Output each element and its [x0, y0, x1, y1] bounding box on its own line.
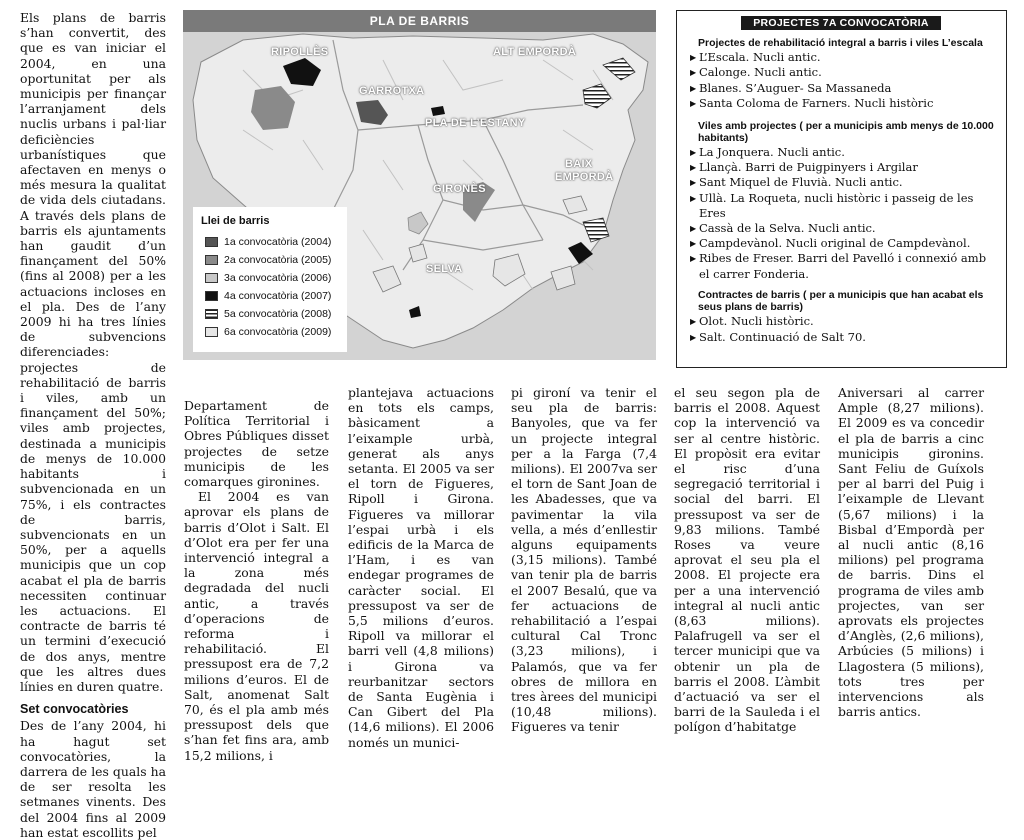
- box-list-item: ▶ Llançà. Barri de Puigpinyers i Argilar: [690, 160, 918, 175]
- region-label-baix-emporda-1: BAIX: [565, 158, 593, 170]
- triangle-bullet-icon: ▶: [690, 254, 697, 264]
- box-section-heading: Viles amb projectes ( per a municipis amb menys de 10.000 habitants): [698, 119, 994, 144]
- region-label-ripolles: RIPOLLÈS: [271, 46, 329, 58]
- legend-label: 3a convocatòria (2006): [224, 272, 332, 284]
- article-column-2: [184, 398, 329, 763]
- legend-swatch: [205, 255, 218, 265]
- triangle-bullet-icon: ▶: [690, 178, 697, 188]
- district-plans-map: [183, 10, 656, 360]
- triangle-bullet-icon: ▶: [690, 332, 697, 342]
- region-label-girones: GIRONÈS: [433, 183, 486, 195]
- triangle-bullet-icon: ▶: [690, 163, 697, 173]
- legend-title: Llei de barris: [201, 215, 270, 227]
- box-list-item: ▶ Ribes de Freser. Barri del Pavelló i connexió amb el carrer Fonderia.: [690, 251, 987, 281]
- legend-item: [205, 326, 331, 339]
- article-column-4: [511, 385, 657, 735]
- region-label-alt-emporda: ALT EMPORDÀ: [493, 46, 577, 58]
- box-list-item: ▶ La Jonquera. Nucli antic.: [690, 144, 845, 159]
- legend-label: 6a convocatòria (2009): [224, 326, 332, 338]
- map-title: PLA DE BARRIS: [369, 14, 470, 28]
- triangle-bullet-icon: ▶: [690, 317, 697, 327]
- article-paragraph: pi gironí va tenir el seu pla de barris: Banyoles, que va fer un projecte integral per a la Farga (7,4 milions). El 2007va ser el torn de Sant Joan de les Abadesses, que va pavimentar la vila vella, a més d’enllestir alguns equipaments (3,15 milions). També van tenir pla de barris el 2007 Besalú, que va fer actuacions de rehabilitació a l’espai cultural Cal Tronc (3,23 milions), i Palamós, que va fer obres de millora en tres àrees del municipi (10,48 milions). Figueres va tenir: [511, 385, 657, 735]
- region-label-baix-emporda-2: EMPORDÀ: [555, 171, 614, 183]
- legend-label: 4a convocatòria (2007): [224, 290, 332, 302]
- box-list-item: ▶ Salt. Continuació de Salt 70.: [690, 329, 866, 344]
- box-title: PROJECTES 7A CONVOCATÒRIA: [741, 16, 941, 30]
- legend-label: 2a convocatòria (2005): [224, 254, 332, 266]
- legend-item: [205, 272, 331, 285]
- box-list-item: ▶ Sant Miquel de Fluvià. Nucli antic.: [690, 175, 903, 190]
- triangle-bullet-icon: ▶: [690, 68, 697, 78]
- legend-swatch: [205, 291, 218, 301]
- box-list-item: ▶ Olot. Nucli històric.: [690, 314, 814, 329]
- article-column-5: [674, 385, 820, 735]
- article-paragraph: Departament de Política Territorial i Obres Públiques disset projectes de setze municipis de les comarques gironines.: [184, 398, 329, 490]
- legend-swatch: [205, 327, 218, 337]
- triangle-bullet-icon: ▶: [690, 239, 697, 249]
- box-list-item: ▶ L’Escala. Nucli antic.: [690, 50, 821, 64]
- triangle-bullet-icon: ▶: [690, 99, 697, 109]
- box-section-heading: Projectes de rehabilitació integral a barris i viles L’escala: [698, 37, 983, 49]
- map-title-bar: [183, 10, 656, 32]
- box-list-item: ▶ Calonge. Nucli antic.: [690, 65, 822, 80]
- article-paragraph: Aniversari al carrer Ample (8,27 milions). El 2009 es va concedir el pla de barris a cinc municipis gironins. Sant Feliu de Guíxols per al barri del Puig i l’eixample de Llevant (5,67 milions) i la Bisbal d’Empordà per al nucli antic (8,16 milions) pel programa de barris. Dins el programa de viles amb projectes, van ser aprovats els projectes d’Anglès, (2,6 milions), Arbúcies (5 milions) i Llagostera (5 milions), tots tres per intervencions als barris antics.: [838, 385, 984, 720]
- region-label-selva: SELVA: [426, 263, 463, 275]
- region-label-garrotxa: GARROTXA: [359, 85, 425, 97]
- box-list-item: ▶ Santa Coloma de Farners. Nucli històric: [690, 96, 934, 111]
- subheading: Set convocatòries: [20, 702, 129, 717]
- box-section-heading: Contractes de barris ( per a municipis que han acabat els seus plans de barris): [698, 289, 984, 314]
- article-paragraph: plantejava actuacions en tots els camps, bàsicament a l’eixample urbà, generat als anys setanta. El 2005 va ser el torn de Figueres, Ripoll i Girona. Figueres va millorar l’espai urbà i els edificis de la Marca de l’Ham, i es van endegar programes de caràcter social. El pressupost va ser de 5,5 milions d’euros. Ripoll va millorar el barri vell (4,8 milions) i Girona va reurbanitzar sectors de Santa Eugènia i Can Gibert del Pla (14,6 milions). El 2006 només un munici-: [348, 385, 494, 750]
- triangle-bullet-icon: ▶: [690, 223, 697, 233]
- box-list-item: ▶ Blanes. S’Auguer- Sa Massaneda: [690, 80, 892, 95]
- legend-item: [205, 254, 331, 267]
- legend-swatch: [205, 273, 218, 283]
- article-paragraph: El 2004 es van aprovar els plans de barris d’Olot i Salt. El d’Olot era per fer una intervenció integral a la zona més degradada del nucli antic, a través d’operacions de reforma i rehabilitació. El pressupost era de 7,2 milions d’euros. El de Salt, anomenat Salt 70, és el pla amb més pressupost dels que s’han fet fins ara, amb 15,2 milions, i: [184, 489, 329, 763]
- projects-box: [676, 10, 1007, 368]
- article-column-6: [838, 385, 984, 719]
- legend-item: [205, 236, 331, 249]
- legend-item: [205, 308, 331, 321]
- article-column-3: [348, 385, 494, 750]
- article-paragraph: Des de l’any 2004, hi ha hagut set convocatòries, la darrera de les quals ha de ser resolta les setmanes vinents. Des del 2004 fins al 2009 han estat escollits pel: [20, 718, 166, 840]
- legend-swatch: [205, 237, 218, 247]
- legend-label: 5a convocatòria (2008): [224, 308, 332, 320]
- box-list-item: ▶ Ullà. La Roqueta, nucli històric i passeig de les Eres: [690, 190, 974, 221]
- legend-item: [205, 290, 331, 303]
- legend-swatch: [205, 309, 218, 319]
- article-paragraph: el seu segon pla de barris el 2008. Aquest cop la intervenció va ser al centre històric. El propòsit era evitar el risc d’una segregació territorial i social del barri. El pressupost va ser de 9,83 milions. També Roses va veure aprovat el seu pla el 2008. El projecte era per a una intervenció integral al nucli antic (8,63 milions). Palafrugell va ser el tercer municipi que va obtenir un pla de barris el 2008. L’àmbit d’actuació va ser el barri de la Sauleda i el polígon d’habitatge: [674, 385, 820, 735]
- box-list-item: ▶ Campdevànol. Nucli original de Campdevànol.: [690, 236, 971, 251]
- map-legend: [193, 207, 347, 352]
- triangle-bullet-icon: ▶: [690, 147, 697, 157]
- box-body: [690, 35, 1000, 345]
- triangle-bullet-icon: ▶: [690, 193, 697, 203]
- article-paragraph: Els plans de barris s’han convertit, des que es van iniciar el 2004, en una oportunitat per als municipis per finançar l’arranjament dels nuclis urbans i pal·liar deficiències urbanístiques que afectaven en menys o més mesura la qualitat de vida dels ciutadans. A través dels plans de barris els ajuntaments han gaudit d’un finançament del 50% (fins al 2008) per a les actuacions incloses en el pla. Des de l’any 2009 hi ha tres línies de subvencions diferenciades: projectes de rehabilitació de barris i viles, amb un finançament del 50%; viles amb projectes, destinada a municipis de menys de 10.000 habitants i subvencionada en un 75%, i els contractes de barris, subvencionats en un 50%, per a aquells municipis que un cop acabat el pla de barris necessiten continuar les actuacions. El contracte de barris té un termini d’execució de dos anys, mentre que les altres dues línies en duren quatre.: [20, 10, 166, 694]
- box-list-item: ▶ Cassà de la Selva. Nucli antic.: [690, 220, 876, 235]
- triangle-bullet-icon: ▶: [690, 83, 697, 93]
- legend-label: 1a convocatòria (2004): [224, 236, 332, 248]
- region-label-pla-estany: PLA DE L’ESTANY: [425, 117, 526, 129]
- article-column-1: [20, 10, 166, 840]
- triangle-bullet-icon: ▶: [690, 53, 697, 62]
